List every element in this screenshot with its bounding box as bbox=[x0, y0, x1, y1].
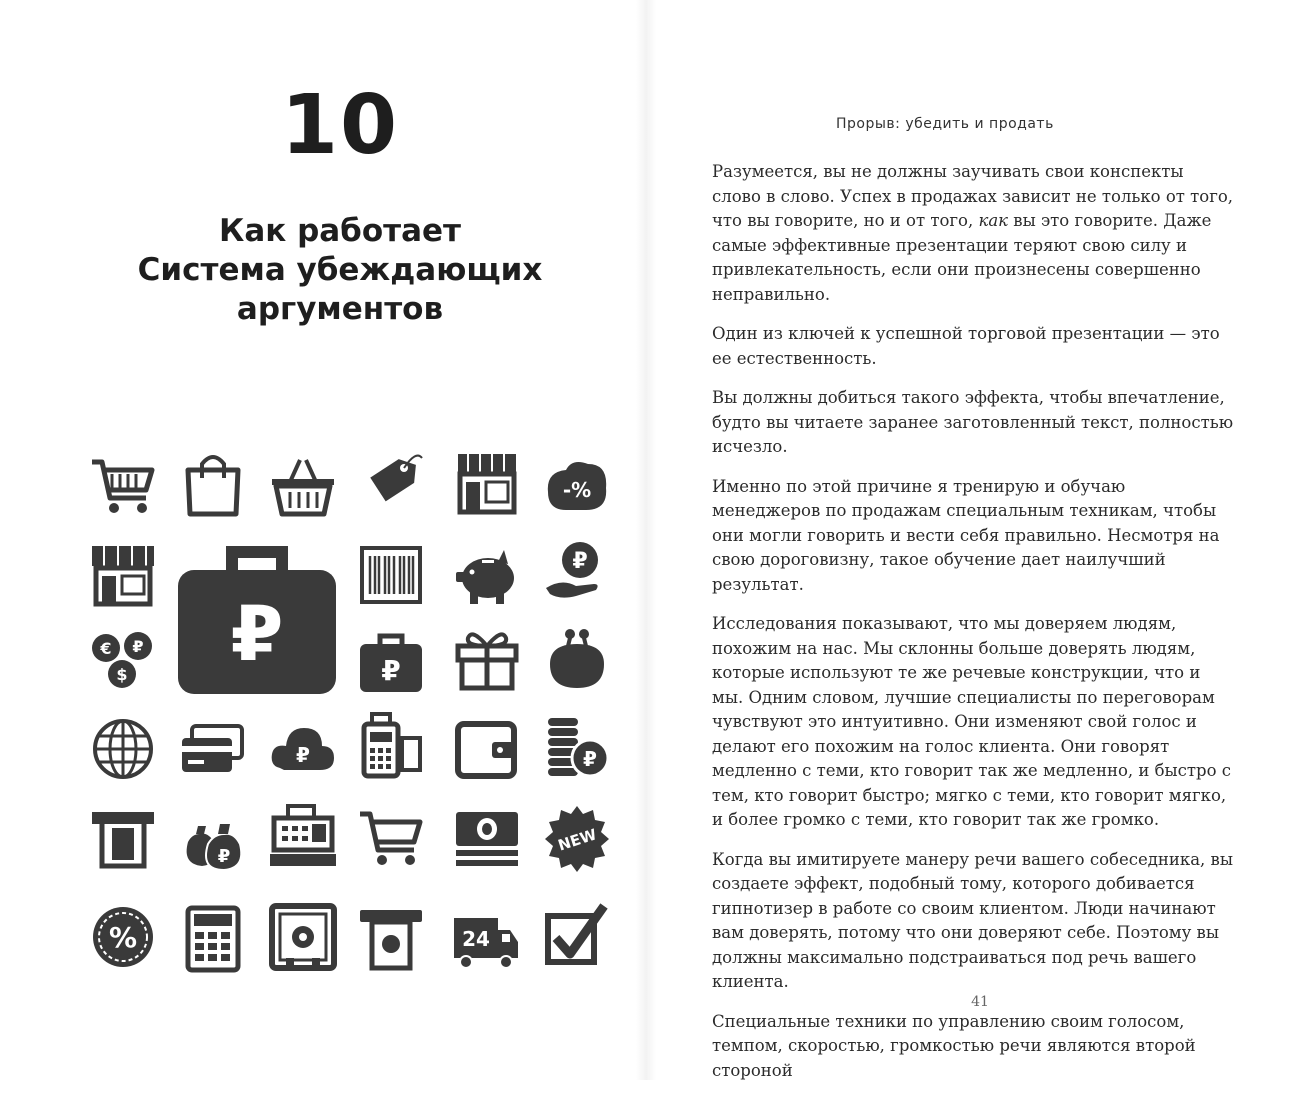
page-number: 41 bbox=[971, 994, 989, 1010]
svg-text:₽: ₽ bbox=[230, 589, 284, 678]
paragraph-3: Вы должны добиться такого эффекта, чтобы впечатление, будто вы читаете заранее заготовленный текст, полностью исчезло. bbox=[712, 388, 1234, 456]
shop-awning-icon bbox=[88, 540, 158, 610]
credit-cards-icon bbox=[178, 714, 248, 784]
right-page bbox=[660, 0, 1304, 1080]
storefront-icon bbox=[452, 448, 522, 518]
svg-text:NEW: NEW bbox=[555, 825, 599, 855]
paragraph-5: Исследования показывают, что мы доверяем людям, похожим на нас. Мы склонны больше доверять людям, которые используют те же речевые конструкции, что и мы. Одним словом, лучшие специалисты по переговорам чувствуют это интуитивно. Они изменяют свой голос и делают его похожим на голос клиента. Они говорят медленно с теми, кто говорит так же медленно, и быстро с тем, кто говорит быстро; мягко с теми, кто говорит мягко, и более громко с теми, кто говорит так же громко. bbox=[712, 614, 1232, 829]
cash-withdrawal-icon bbox=[356, 904, 426, 974]
ruble-cloud-icon bbox=[268, 716, 338, 786]
paragraph-1-text-a: Разумеется, вы не должны заучивать свои конспекты слово в слово. Успех в продажах зависит не только от того, что вы говорите, но и от того, bbox=[712, 162, 1234, 230]
paragraph-1-emphasis: как bbox=[978, 211, 1009, 230]
payment-terminal-icon bbox=[356, 710, 426, 780]
svg-text:-%: -% bbox=[562, 478, 592, 502]
svg-text:₽: ₽ bbox=[381, 654, 401, 687]
svg-text:₽: ₽ bbox=[572, 549, 588, 574]
paragraph-4: Именно по этой причине я тренирую и обучаю менеджеров по продажам специальным техникам, чтобы они могли говорить и вести себя правильно. Несмотря на свою дороговизну, такое обучение дает наилучший результат. bbox=[712, 476, 1220, 594]
calculator-icon bbox=[178, 904, 248, 974]
cash-register-icon bbox=[268, 800, 338, 870]
paragraph-6: Когда вы имитируете манеру речи вашего собеседника, вы создаете эффект, подобный тому, которого добивается гипнотизер в работе со своим клиентом. Люди начинают вам доверять, потому что они доверяют себе. Поэтому вы должны максимально подстраиваться под речь вашего клиента. bbox=[712, 849, 1233, 991]
barcode-icon bbox=[356, 540, 426, 610]
svg-text:$: $ bbox=[116, 665, 128, 684]
svg-text:₽: ₽ bbox=[583, 747, 597, 771]
new-badge-icon bbox=[542, 804, 612, 874]
svg-text:₽: ₽ bbox=[296, 743, 310, 767]
safe-icon bbox=[268, 902, 338, 972]
atm-card-icon bbox=[88, 802, 158, 872]
gift-box-icon bbox=[452, 624, 522, 694]
svg-text:₽: ₽ bbox=[132, 637, 144, 656]
chapter-title-line-2: Система убеждающих bbox=[137, 252, 543, 288]
commerce-icon-grid bbox=[0, 0, 640, 1080]
wallet-icon bbox=[452, 714, 522, 784]
currency-coins-icon bbox=[88, 624, 158, 694]
globe-icon bbox=[88, 714, 158, 784]
delivery-truck-icon bbox=[452, 904, 522, 974]
running-head: Прорыв: убедить и продать bbox=[836, 116, 1054, 132]
paragraph-1-text-b: вы это говорите. Даже самые эффективные презентации теряют свою силу и привлекательность, если они произнесены совершенно неправильно. bbox=[712, 211, 1212, 304]
chapter-number: 10 bbox=[280, 78, 400, 173]
ruble-briefcase-icon bbox=[172, 540, 342, 700]
svg-text:€: € bbox=[100, 639, 112, 658]
ruble-coin-hand-icon bbox=[542, 536, 612, 606]
coin-purse-icon bbox=[542, 624, 612, 694]
ruble-coin-stack-icon bbox=[542, 710, 612, 780]
paragraph-1 bbox=[712, 160, 1234, 307]
chapter-title-line-3: аргументов bbox=[236, 291, 444, 327]
percent-badge-icon bbox=[88, 902, 158, 972]
money-bags-icon bbox=[178, 804, 248, 874]
body-text bbox=[712, 160, 1234, 1098]
left-page bbox=[0, 0, 640, 1080]
shopping-cart-outline-icon bbox=[356, 804, 426, 874]
piggy-bank-icon bbox=[452, 540, 522, 610]
banknotes-stack-icon bbox=[452, 802, 522, 872]
shopping-bag-icon bbox=[178, 448, 248, 518]
paragraph-2: Один из ключей к успешной торговой презентации — это ее естественность. bbox=[712, 324, 1220, 368]
basket-icon bbox=[268, 452, 338, 522]
svg-text:%: % bbox=[108, 921, 138, 954]
discount-percent-icon bbox=[542, 452, 612, 522]
checkbox-checked-icon bbox=[542, 900, 612, 970]
ruble-wallet-case-icon bbox=[356, 628, 426, 698]
price-tag-icon bbox=[356, 446, 426, 516]
shopping-cart-icon bbox=[88, 452, 158, 522]
svg-text:₽: ₽ bbox=[217, 846, 231, 867]
chapter-title-line-1: Как работает bbox=[218, 213, 462, 249]
paragraph-7: Специальные техники по управлению своим голосом, темпом, скоростью, громкостью речи являются второй стороной bbox=[712, 1011, 1196, 1080]
svg-text:24: 24 bbox=[462, 927, 490, 951]
